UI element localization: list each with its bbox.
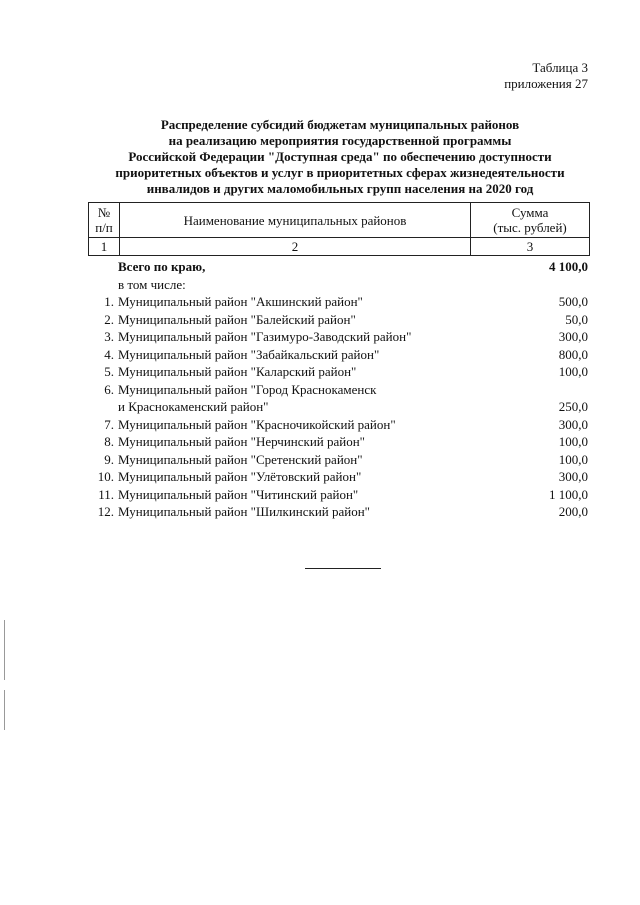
district-name-line: Муниципальный район "Город Краснокаменск xyxy=(118,381,377,397)
row-number: 4. xyxy=(104,346,114,362)
amount: 1 100,0 xyxy=(549,486,588,502)
closing-rule xyxy=(305,568,381,569)
amount: 500,0 xyxy=(558,294,588,309)
table-header xyxy=(88,202,590,256)
amount: 100,0 xyxy=(558,434,588,449)
row-number xyxy=(88,276,118,294)
row-number: 2. xyxy=(104,311,114,327)
district-name: Муниципальный район "Акшинский район" xyxy=(118,294,363,309)
amount: 100,0 xyxy=(558,364,588,379)
district-name: Муниципальный район "Улётовский район" xyxy=(118,469,362,484)
table-row xyxy=(88,468,590,486)
amount: 300,0 xyxy=(558,469,588,484)
table-row xyxy=(88,503,590,521)
row-number: 6. xyxy=(104,381,114,397)
column-header-amount xyxy=(471,203,590,238)
table-body xyxy=(88,258,590,521)
district-name xyxy=(118,381,498,416)
amount: 300,0 xyxy=(558,329,588,344)
table-row xyxy=(88,328,590,346)
amount: 200,0 xyxy=(558,504,588,519)
row-number: 12. xyxy=(97,504,114,519)
document-title xyxy=(90,117,590,197)
amount: 100,0 xyxy=(558,451,588,467)
appendix-reference: приложения 27 xyxy=(504,76,588,91)
title-line: приоритетных объектов и услуг в приоритетных сферах жизнедеятельности xyxy=(115,165,565,180)
table-reference xyxy=(504,60,588,92)
scan-margin-mark xyxy=(4,620,5,680)
row-number: 1. xyxy=(104,294,114,309)
table-row xyxy=(88,451,590,469)
title-line: на реализацию мероприятия государственной программы xyxy=(168,133,512,148)
amount: 250,0 xyxy=(558,399,588,414)
subheading-row xyxy=(88,276,590,294)
row-number: 9. xyxy=(104,451,114,467)
title-line: Российской Федерации "Доступная среда" по обеспечению доступности xyxy=(128,149,552,164)
table-row xyxy=(88,433,590,451)
amount: 50,0 xyxy=(565,311,588,327)
amount: 800,0 xyxy=(558,346,588,362)
column-header-name: Наименование муниципальных районов xyxy=(120,203,471,238)
row-number xyxy=(88,258,118,276)
total-value: 4 100,0 xyxy=(549,259,588,274)
table-number: Таблица 3 xyxy=(532,60,588,75)
header-text: № xyxy=(97,205,111,220)
district-name: Муниципальный район "Сретенский район" xyxy=(118,451,363,467)
district-name: Муниципальный район "Читинский район" xyxy=(118,486,359,502)
row-number: 11. xyxy=(98,486,114,502)
row-number: 8. xyxy=(104,434,114,449)
title-line: Распределение субсидий бюджетам муниципальных районов xyxy=(160,117,520,132)
district-name: Муниципальный район "Балейский район" xyxy=(118,311,356,327)
scan-margin-mark xyxy=(4,690,5,730)
column-index: 3 xyxy=(471,238,590,256)
table-row xyxy=(88,363,590,381)
district-name: Муниципальный район "Газимуро-Заводский район" xyxy=(118,329,412,344)
column-index: 1 xyxy=(89,238,120,256)
amount: 300,0 xyxy=(558,416,588,432)
table-row xyxy=(88,293,590,311)
total-row xyxy=(88,258,590,276)
row-number: 5. xyxy=(104,364,114,379)
district-name: Муниципальный район "Нерчинский район" xyxy=(118,434,365,449)
district-name: Муниципальный район "Забайкальский район" xyxy=(118,346,380,362)
header-text: п/п xyxy=(95,220,113,235)
row-number: 3. xyxy=(104,329,114,344)
title-line: инвалидов и других маломобильных групп населения на 2020 год xyxy=(146,181,534,196)
district-name: Муниципальный район "Шилкинский район" xyxy=(118,504,370,519)
header-text: (тыс. рублей) xyxy=(493,220,567,235)
total-label: Всего по краю, xyxy=(118,259,206,274)
table-row xyxy=(88,346,590,364)
row-number: 10. xyxy=(97,469,114,484)
row-number: 7. xyxy=(104,416,114,432)
table-row xyxy=(88,486,590,504)
table-row xyxy=(88,381,590,416)
district-name: Муниципальный район "Каларский район" xyxy=(118,364,357,379)
header-text: Сумма xyxy=(511,205,549,220)
column-index: 2 xyxy=(120,238,471,256)
table-row xyxy=(88,311,590,329)
district-name: Муниципальный район "Красночикойский район" xyxy=(118,416,396,432)
column-header-number xyxy=(89,203,120,238)
table-row xyxy=(88,416,590,434)
district-name-line: и Краснокаменский район" xyxy=(118,399,269,414)
subheading-label: в том числе: xyxy=(118,276,186,292)
